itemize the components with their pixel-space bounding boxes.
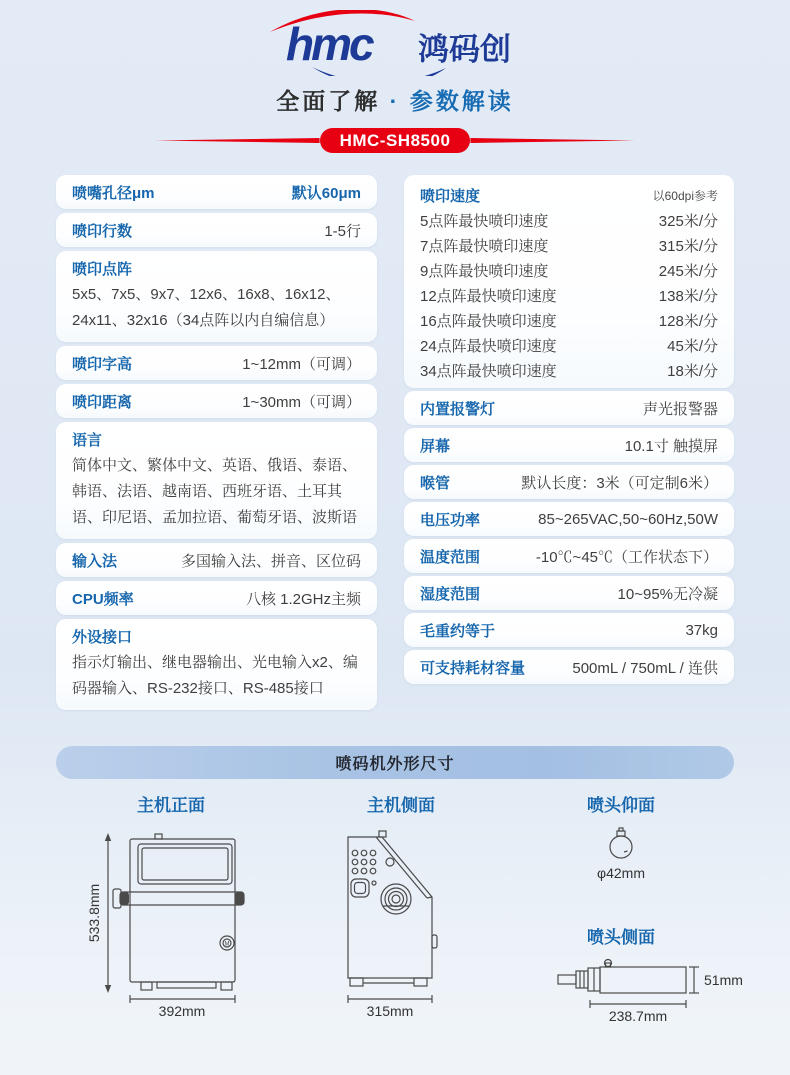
brand-logo-icon: [260, 10, 530, 76]
side-width-dimension: [348, 995, 432, 1019]
speed-row-value: 315米/分: [658, 238, 718, 255]
spec-value: 多国输入法、拼音、区位码: [180, 552, 361, 570]
speed-row: [420, 308, 718, 333]
spec-card-humidity: [404, 576, 734, 610]
spec-value: 10.1寸 触摸屏: [624, 437, 718, 455]
spec-card-nozzle-diameter: [56, 175, 377, 209]
page-subtitle: [0, 83, 790, 116]
subtitle-left: 全面了解: [276, 88, 381, 114]
head-length-dimension: [590, 1000, 686, 1024]
spec-content: 简体中文、繁体中文、英语、俄语、泰语、韩语、法语、越南语、西班牙语、土耳其语、印尼语、孟加拉语、葡萄牙语、波斯语: [72, 457, 358, 526]
speed-row-label: 34点阵最快喷印速度: [420, 363, 557, 380]
speed-row-value: 138米/分: [658, 288, 718, 305]
front-width-dimension: [130, 995, 235, 1019]
spec-value: 默认长度：3米（可定制6米）: [521, 474, 718, 492]
model-divider: [155, 128, 635, 153]
spec-content: 指示灯输出、继电器输出、光电输入x2、编码器输入、RS-232接口、RS-485接口: [72, 654, 358, 697]
head-top-circle: [610, 828, 632, 858]
spec-value: 八核 1.2GHz主频: [245, 590, 361, 608]
spec-column-left: [56, 175, 377, 710]
head-height-dimension: [689, 967, 743, 993]
front-handle-bar: [120, 892, 244, 905]
spec-label: 外设接口: [72, 629, 133, 646]
spec-card-screen: [404, 428, 734, 462]
spec-value: 10~95%无冷凝: [617, 585, 718, 603]
diagram-area: [56, 783, 743, 1033]
subtitle-dot: ·: [389, 88, 401, 114]
spec-card-power: [404, 502, 734, 536]
printer-front-body: [113, 834, 244, 990]
spec-label: 输入法: [72, 552, 118, 570]
spec-value: 声光报警器: [642, 400, 718, 418]
front-view-drawing: [81, 823, 261, 1028]
lock-letter: M: [224, 941, 230, 948]
speed-card-header: [420, 183, 718, 208]
spec-column-right: [404, 175, 734, 710]
spec-value: 500mL / 750mL / 连供: [572, 659, 718, 677]
spec-label: 电压功率: [420, 511, 481, 529]
spec-value: 默认60μm: [291, 184, 361, 202]
speed-row-value: 128米/分: [658, 313, 718, 330]
head-height-label: 51mm: [704, 972, 743, 988]
spec-card-peripherals: [56, 619, 377, 710]
side-power-socket: [351, 879, 369, 897]
front-height-label: 533.8mm: [86, 883, 102, 943]
front-view-title: 主机正面: [137, 796, 205, 815]
spec-label: 喷印行数: [72, 222, 133, 240]
spec-card-temperature: [404, 539, 734, 573]
side-fan-vent: [381, 884, 411, 914]
head-side-view-drawing: [536, 951, 751, 1034]
side-vent-holes: [352, 850, 394, 885]
speed-row-value: 45米/分: [667, 338, 718, 355]
dimensions-section: [56, 746, 743, 1033]
speed-row: [420, 283, 718, 308]
spec-content: 5x5、7x5、9x7、12x6、16x8、16x12、24x11、32x16（34点阵以内自编信息）: [72, 286, 341, 329]
spec-label: 喉管: [420, 474, 451, 492]
front-screen: [138, 844, 232, 884]
speed-row-label: 12点阵最快喷印速度: [420, 288, 557, 305]
spec-card-dot-matrix: [56, 251, 377, 342]
spec-card-char-height: [56, 346, 377, 380]
speed-row-value: 325米/分: [658, 213, 718, 230]
spec-value: 37kg: [685, 621, 718, 639]
spec-label: 湿度范围: [420, 585, 481, 603]
subtitle-right: 参数解读: [409, 88, 514, 114]
spec-card-languages: [56, 422, 377, 539]
spec-label: 喷嘴孔径μm: [72, 184, 155, 202]
spec-label: 毛重约等于: [420, 622, 496, 640]
model-badge: HMC-SH8500: [320, 128, 471, 153]
divider-line-right: [470, 138, 635, 143]
spec-label: 内置报警灯: [420, 400, 496, 418]
side-view-title: 主机侧面: [367, 796, 435, 815]
head-length-label: 238.7mm: [608, 1008, 668, 1024]
spec-card-consumable-capacity: [404, 650, 734, 684]
speed-row: [420, 208, 718, 233]
logo-cn-text: 鸿码创: [418, 32, 511, 67]
spec-card-throat-tube: [404, 465, 734, 499]
speed-row-label: 24点阵最快喷印速度: [420, 338, 557, 355]
side-view-drawing: [330, 823, 500, 1028]
spec-value: 85~265VAC,50~60Hz,50W: [538, 510, 718, 528]
spec-label: CPU频率: [72, 590, 134, 608]
speed-row: [420, 258, 718, 283]
head-top-view-title: 喷头仰面: [587, 796, 655, 815]
spec-value: 1~30mm（可调）: [242, 393, 361, 411]
spec-card-input-method: [56, 543, 377, 577]
head-top-view-drawing: [561, 828, 681, 893]
spec-card-print-distance: [56, 384, 377, 418]
head-diameter-label: φ42mm: [597, 865, 645, 881]
printer-side-body: [348, 831, 437, 986]
page-header: [0, 0, 790, 153]
spec-label: 温度范围: [420, 548, 481, 566]
spec-grid: [56, 175, 734, 710]
side-width-label: 315mm: [366, 1003, 414, 1019]
speed-row-label: 9点阵最快喷印速度: [420, 263, 549, 280]
spec-value: -10℃~45℃（工作状态下）: [535, 548, 718, 566]
speed-row: [420, 358, 718, 383]
speed-note: 以60dpi参考: [652, 189, 718, 203]
speed-row-label: 7点阵最快喷印速度: [420, 238, 549, 255]
head-side-body: [558, 960, 686, 994]
divider-line-left: [155, 138, 320, 143]
spec-card-cpu: [56, 581, 377, 615]
spec-label: 喷印字高: [72, 355, 133, 373]
spec-value: 1-5行: [324, 222, 361, 240]
speed-row-value: 245米/分: [658, 263, 718, 280]
front-height-dimension: [86, 833, 111, 993]
spec-label: 语言: [72, 432, 103, 449]
spec-card-print-speed: [404, 175, 734, 388]
speed-row-label: 5点阵最快喷印速度: [420, 213, 549, 230]
logo-mark-text: hmc: [286, 18, 372, 70]
front-width-label: 392mm: [158, 1003, 206, 1019]
spec-label: 喷印距离: [72, 393, 133, 411]
spec-card-weight: [404, 613, 734, 647]
spec-label: 屏幕: [420, 437, 451, 455]
speed-row-label: 16点阵最快喷印速度: [420, 313, 557, 330]
spec-label: 喷印速度: [420, 188, 481, 205]
spec-label: 可支持耗材容量: [420, 659, 526, 677]
front-door-lock: [220, 936, 234, 950]
spec-value: 1~12mm（可调）: [242, 355, 361, 373]
speed-row: [420, 333, 718, 358]
spec-label: 喷印点阵: [72, 261, 133, 278]
speed-row: [420, 233, 718, 258]
spec-card-alarm: [404, 391, 734, 425]
spec-card-print-lines: [56, 213, 377, 247]
speed-row-value: 18米/分: [667, 363, 718, 380]
head-side-view-title: 喷头侧面: [587, 928, 655, 947]
dimensions-section-title: 喷码机外形尺寸: [56, 746, 734, 779]
